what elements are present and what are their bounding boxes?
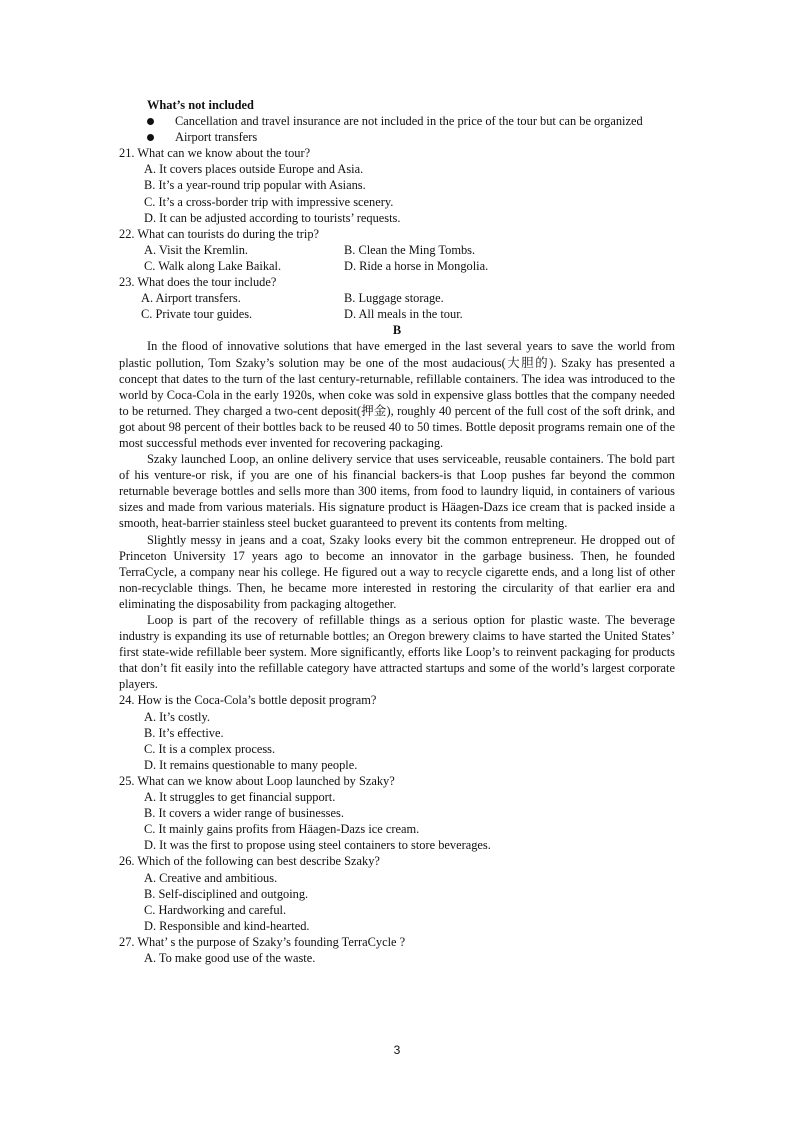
option: D. It remains questionable to many people.	[144, 757, 358, 772]
option: C. It mainly gains profits from Häagen-Dazs ice cream.	[144, 822, 420, 837]
question-25: 25. What can we know about Loop launched by Szaky?	[119, 773, 395, 788]
question-27: 27. What’ s the purpose of Szaky’s founding TerraCycle ?	[119, 934, 406, 949]
option: B. It’s effective.	[144, 725, 224, 740]
option-row	[141, 290, 675, 306]
bullet-dot-icon	[147, 134, 154, 141]
question-24: 24. How is the Coca-Cola’s bottle deposit program?	[119, 693, 377, 708]
option: B. It’s a year-round trip popular with Asians.	[144, 178, 366, 193]
bullet-text: Airport transfers	[175, 130, 258, 145]
option: B. Self-disciplined and outgoing.	[144, 886, 309, 901]
question-22: 22. What can tourists do during the trip?	[119, 226, 320, 241]
passage-label: B	[392, 323, 402, 338]
option: A. Airport transfers.	[141, 291, 241, 306]
bullet-item	[175, 113, 675, 129]
passage-paragraph: Szaky launched Loop, an online delivery service that uses serviceable, reusable containers. The bold part of his venture-or risk, if you are one of his financial backers-is that Loop pushes far beyond the common returnable beverage bottles and sells more than 300 items, from food to laundry liquid, in containers of various sizes and made from various materials. His signature product is Häagen-Dazs ice cream that is packed inside a smooth, heat-barrier stainless steel bucket guaranteed to prevent its contents from melting.	[119, 452, 675, 531]
question-26: 26. Which of the following can best describe Szaky?	[119, 854, 380, 869]
not-included-heading: What’s not included	[147, 98, 254, 112]
option: C. Hardworking and careful.	[144, 902, 287, 917]
option-row	[144, 258, 675, 274]
option: C. It is a complex process.	[144, 741, 276, 756]
passage-paragraph: Slightly messy in jeans and a coat, Szaky looks every bit the common entrepreneur. He dropped out of Princeton University 17 years ago to become an innovator in the garbage business. Then, he founded TerraCycle, a company near his college. He figured out a way to recycle cigarette ends, and a long list of other non-recyclable things. Then, he became more interested in restoring the circularity of that earlier era and eliminating the disposability from packaging altogether.	[119, 532, 675, 611]
content-column	[119, 97, 675, 966]
option: A. To make good use of the waste.	[144, 950, 316, 965]
option: D. Ride a horse in Mongolia.	[344, 258, 489, 273]
option: A. It covers places outside Europe and Asia.	[144, 162, 364, 177]
question-21: 21. What can we know about the tour?	[119, 146, 311, 161]
option-row	[141, 306, 675, 322]
option: B. Luggage storage.	[344, 291, 444, 306]
passage-paragraph: In the flood of innovative solutions that have emerged in the last several years to save the world from plastic pollution, Tom Szaky’s solution may be one of the most audacious(大胆的). Szaky has presented a concept that dates to the turn of the last century-returnable, refillable containers. The idea was introduced to the world by Coca-Cola in the early 1920s, when coke was sold in expensive glass bottles that the company needed to be returned. They charged a two-cent deposit(押金), roughly 40 percent of the full cost of the soft drink, and got about 98 percent of their bottles back to be reused 40 to 50 times. Bottle deposit programs remain one of the most successful methods ever invented for recovering packaging.	[119, 339, 675, 450]
bullet-item	[175, 129, 675, 145]
option: B. It covers a wider range of businesses.	[144, 806, 344, 821]
option: D. Responsible and kind-hearted.	[144, 918, 310, 933]
option: B. Clean the Ming Tombs.	[344, 242, 476, 257]
question-23: 23. What does the tour include?	[119, 275, 277, 290]
bullet-dot-icon	[147, 118, 154, 125]
option: A. Visit the Kremlin.	[144, 242, 248, 257]
option: A. It struggles to get financial support.	[144, 790, 336, 805]
page-number: 3	[393, 1043, 401, 1057]
option: C. Walk along Lake Baikal.	[144, 258, 282, 273]
option: A. Creative and ambitious.	[144, 870, 278, 885]
option: C. It’s a cross-border trip with impressive scenery.	[144, 194, 394, 209]
option: D. All meals in the tour.	[344, 307, 463, 322]
option: D. It can be adjusted according to tourists’ requests.	[144, 210, 401, 225]
passage-paragraph: Loop is part of the recovery of refillable things as a serious option for plastic waste. The beverage industry is expanding its use of returnable bottles; an Oregon brewery claims to have started the United States’ first state-wide refillable beer system. More significantly, efforts like Loop’s to reinvent packaging for products that don’t fit easily into the refillable category have attracted startups and some of the world’s largest corporate players.	[119, 613, 675, 692]
option: D. It was the first to propose using steel containers to store beverages.	[144, 838, 491, 853]
bullet-text: Cancellation and travel insurance are not included in the price of the tour but can be organized	[175, 114, 643, 129]
option-row	[144, 242, 675, 258]
option: C. Private tour guides.	[141, 307, 253, 322]
option: A. It’s costly.	[144, 709, 210, 724]
